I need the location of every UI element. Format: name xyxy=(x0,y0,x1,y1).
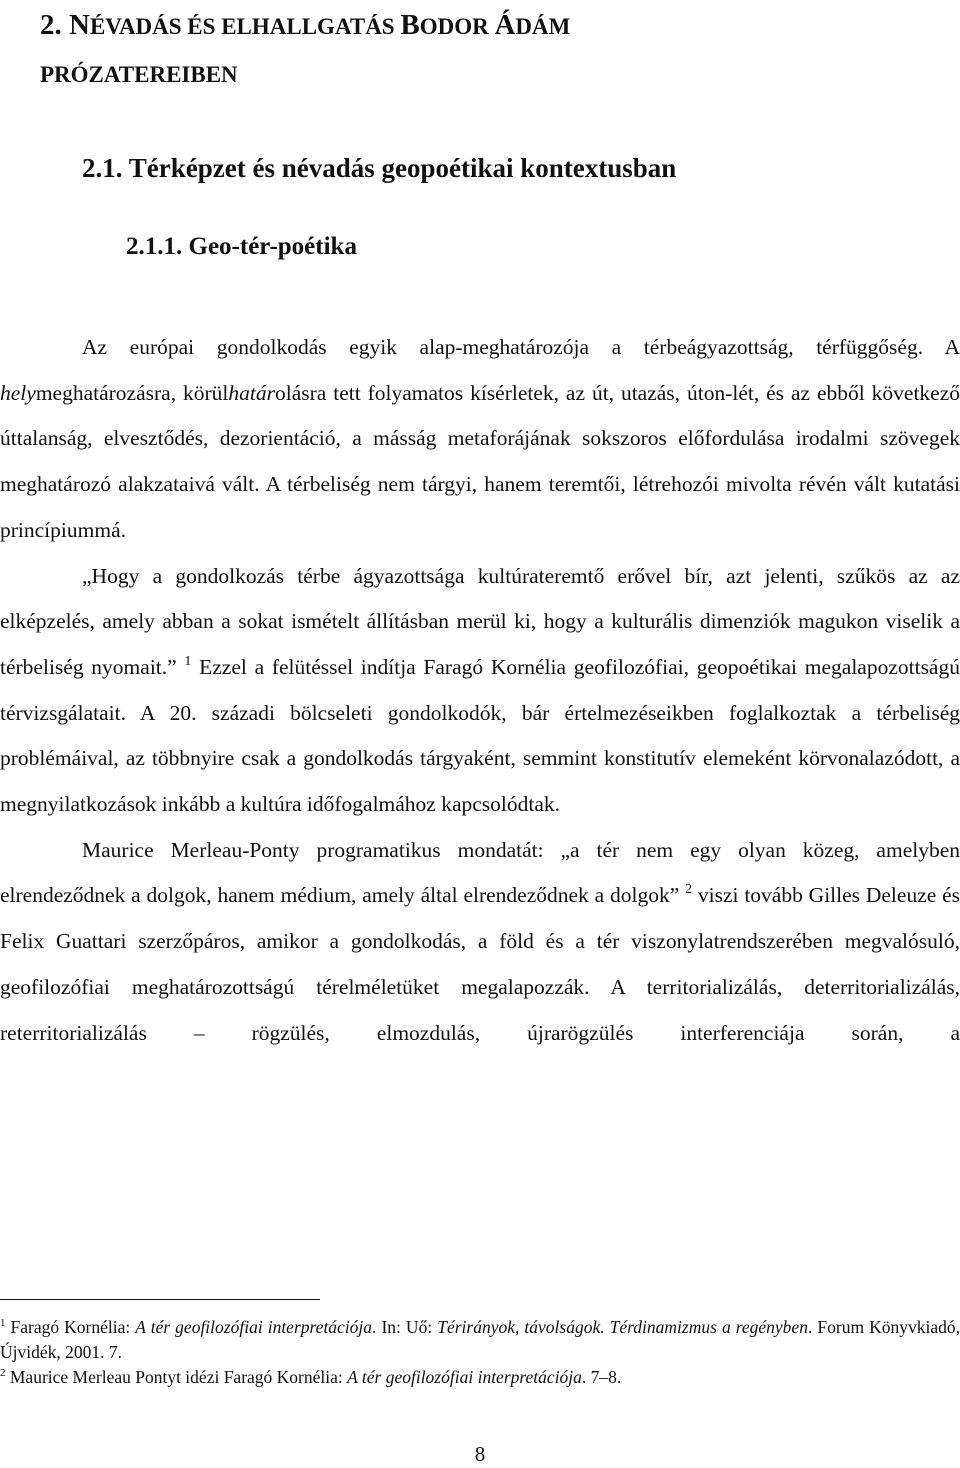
footnote-1: $^1$ Faragó Kornélia: A tér geofilozófiai interpretációja. In: Uő: Térirányok, távolságok. Térdinamizmus a regényben. Forum Könyvkiadó, Újvidék, 2001. 7. xyxy=(0,1317,960,1362)
paragraph-2: „Hogy a gondolkozás térbe ágyazottsága kultúrateremtő erővel bír, azt jelenti, szűkös az az elképzelés, amely abban a sokat ismételt állításban merül ki, hogy a kulturális dimenziók magukon viselik a térbeliség nyomait.” $^1$ Ezzel a felütéssel indítja Faragó Kornélia geofilozófiai, geopoétikai megalapozottságú térvizsgálatait. A 20. századi bölcseleti gondolkodók, bár értelmezéseikben foglalkoztak a térbeliség problémáival, az többnyire csak a gondolkodás tárgyaként, semmint konstitutív elemeként körvonalazódott, a megnyilatkozások inkább a kultúra időfogalmához kapcsolódtak. xyxy=(0,563,960,817)
paragraph-3: Maurice Merleau-Ponty programatikus mondatát: „a tér nem egy olyan közeg, amelyben elrendeződnek a dolgok, hanem médium, amely által elrendeződnek a dolgok” $^2$ viszi tovább Gilles Deleuze és Felix Guattari szerzőpáros, amikor a gondolkodás, a föld és a tér viszonylatrendszerében megvalósuló, geofilozófiai meghatározottságú térelméletüket megalapozzák. A territorializálás, deterritorializálás, reterritorializálás – rögzülés, elmozdulás, újrarögzülés interferenciája során, a xyxy=(0,837,960,1045)
section-heading: 2.1. Térképzet és névadás geopoétikai kontextusban xyxy=(82,153,677,183)
paragraph-1: Az európai gondolkodás egyik alap-meghatározója a térbeágyazottság, térfüggőség. A helymeghatározásra, körülhatárolásra tett folyamatos kísérletek, az út, utazás, úton-lét, és az ebből következő úttalanság, elvesztődés, dezorientáció, a másság metaforájának sokszoros előfordulása irodalmi szövegek meghatározó alakzataivá vált. A térbeliség nem tárgyi, hanem teremtői, létrehozói mivolta révén vált kutatási princípiummá. xyxy=(0,335,960,542)
chapter-heading: 2. NÉVADÁS ÉS ELHALLGATÁS BODOR ÁDÁM PRÓZATEREIBEN xyxy=(40,9,571,87)
footnote-2: $^2$ Maurice Merleau Pontyt idézi Faragó Kornélia: A tér geofilozófiai interpretációja. 7–8. xyxy=(0,1367,622,1387)
body-text xyxy=(0,325,960,1056)
footnote-divider xyxy=(0,1299,320,1300)
footnote-ref-2: 2 xyxy=(685,882,693,898)
footnotes xyxy=(0,1315,960,1390)
footnote-ref-1: 1 xyxy=(184,653,192,669)
page-number: 8 xyxy=(474,1442,486,1466)
subsection-heading: 2.1.1. Geo-tér-poétika xyxy=(126,233,357,260)
